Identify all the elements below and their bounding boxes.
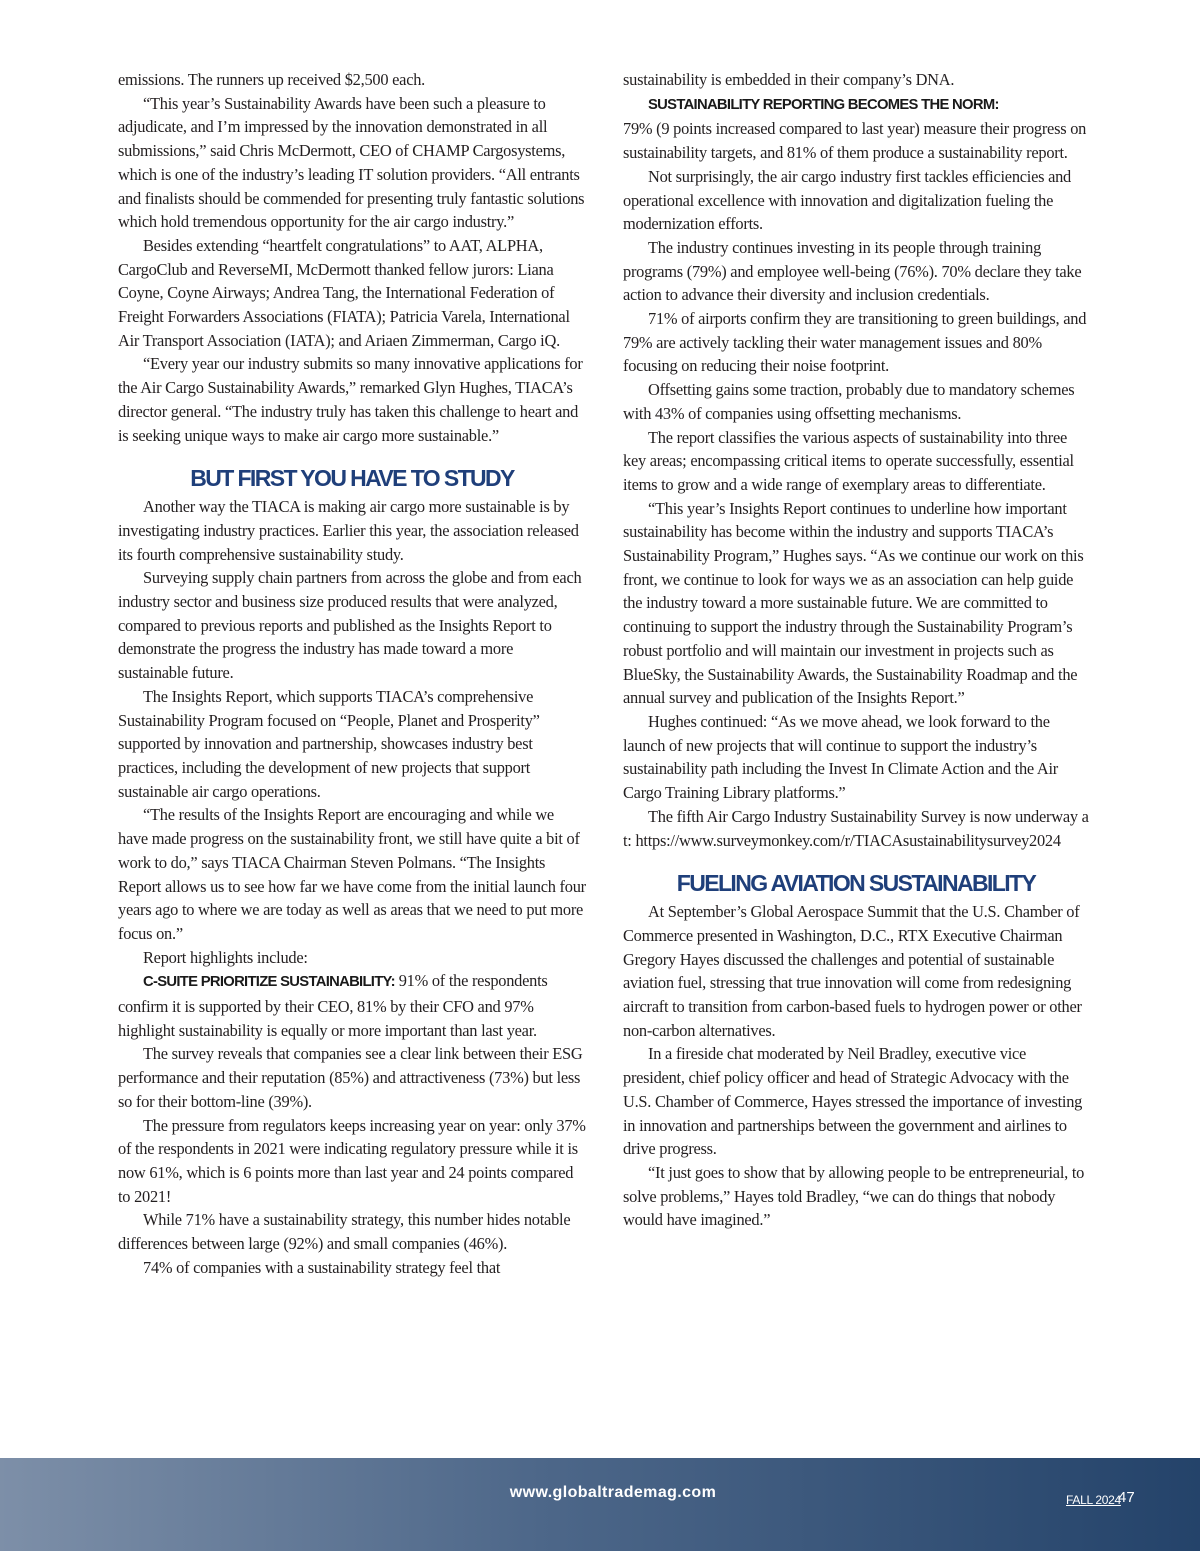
page-footer — [0, 1458, 1200, 1551]
lead-in-reporting: SUSTAINABILITY REPORTING BECOMES THE NORM: — [648, 96, 999, 113]
paragraph: “This year’s Sustainability Awards have been such a pleasure to adjudicate, and I’m impressed by the innovation demonstrated in all submissions,” said Chris McDermott, CEO of CHAMP Cargosystems, which is one of the industry’s leading IT solution providers. “All entrants and finalists should be commended for presenting truly fantastic solutions which hold tremendous opportunity for the air cargo industry.” — [118, 93, 585, 232]
right-column — [623, 68, 1089, 1232]
lead-in-reporting-line — [623, 92, 1089, 118]
paragraph: 74% of companies with a sustainability strategy feel that — [143, 1257, 501, 1277]
highlight-paragraph — [118, 969, 586, 1042]
lead-in-c-suite: C-SUITE PRIORITIZE SUSTAINABILITY: — [143, 974, 395, 991]
paragraph: Offsetting gains some traction, probably due to mandatory schemes with 43% of companies using offsetting mechanisms. — [623, 380, 1075, 423]
paragraph: Besides extending “heartfelt congratulations” to AAT, ALPHA, CargoClub and ReverseMI, McDermott thanked fellow jurors: Liana Coyne, Coyne Airways; Andrea Tang, the International Federation of Freight Forwarders Associations (FIATA); Patricia Varela, International Air Transport Association (IATA); and Ariaen Zimmerman, Cargo iQ. — [118, 235, 570, 350]
paragraph: The pressure from regulators keeps increasing year on year: only 37% of the respondents in 2021 were indicating regulatory pressure while it is now 61%, which is 6 points more than last year and 24 points compared to 2021! — [118, 1115, 586, 1206]
paragraph: Not surprisingly, the air cargo industry first tackles efficiencies and operational excellence with innovation and digitalization fueling the modernization efforts. — [623, 166, 1072, 234]
left-column — [118, 68, 586, 1279]
paragraph: emissions. The runners up received $2,500 each. — [118, 70, 426, 89]
paragraph: Hughes continued: “As we move ahead, we look forward to the launch of new projects that will continue to support the industry’s sustainability path including the Invest In Climate Action and the Air Cargo Training Library platforms.” — [623, 711, 1058, 803]
paragraph: At September’s Global Aerospace Summit that the U.S. Chamber of Commerce presented in Washington, D.C., RTX Executive Chairman Gregory Hayes discussed the challenges and potential of sustainable aviation fuel, stressing that true innovation will come from redesigning aircraft to transition from carbon-based fuels to hydrogen power or other non-carbon alternatives. — [623, 902, 1082, 1040]
paragraph: “It just goes to show that by allowing people to be entrepreneurial, to solve problems,” Hayes told Bradley, “we can do things that nobody would have imagined.” — [623, 1162, 1085, 1230]
paragraph: The industry continues investing in its people through training programs (79%) and employee well-being (76%). 70% declare they take action to advance their diversity and inclusion credentials. — [623, 237, 1082, 305]
website-link[interactable]: www.globaltrademag.com — [509, 1484, 717, 1501]
page-number: 47 — [1118, 1489, 1135, 1506]
paragraph: 79% (9 points increased compared to last year) measure their progress on sustainability targets, and 81% of them produce a sustainability report. — [623, 119, 1087, 163]
paragraph: “The results of the Insights Report are encouraging and while we have made progress on the sustainability front, we still have quite a bit of work to do,” says TIACA Chairman Steven Polmans. “The Insights Report allows us to see how far we have come from the initial launch four years ago to where we are today as well as areas that we need to put more focus on.” — [118, 805, 586, 943]
section-heading-fueling: FUELING AVIATION SUSTAINABILITY — [676, 870, 1036, 897]
paragraph: 71% of airports confirm they are transitioning to green buildings, and 79% are actively tackling their water management issues and 80% focusing on reducing their noise footprint. — [623, 309, 1087, 376]
paragraph: Another way the TIACA is making air cargo more sustainable is by investigating industry practices. Earlier this year, the association released its fourth comprehensive sustainability study. — [118, 497, 579, 564]
paragraph: While 71% have a sustainability strategy, this number hides notable differences between large (92%) and small companies (46%). — [118, 1210, 571, 1254]
paragraph: The report classifies the various aspects of sustainability into three key areas; encompassing critical items to operate successfully, essential items to grow and a wide range of exemplary areas to differentiate. — [623, 427, 1074, 494]
paragraph: The survey reveals that companies see a clear link between their ESG performance and their reputation (85%) and attractiveness (73%) but less so for their bottom-line (39%). — [118, 1044, 583, 1111]
issue-label: FALL 2024 — [1066, 1493, 1121, 1507]
lead-in-body: 91% of the respondents confirm it is supported by their CEO, 81% by their CFO and 97% highlight sustainability is equally or more important than last year. — [118, 971, 548, 1040]
paragraph: Report highlights include: — [143, 947, 308, 967]
paragraph: In a fireside chat moderated by Neil Bradley, executive vice president, chief policy officer and head of Strategic Advocacy with the U.S. Chamber of Commerce, Hayes stressed the importance of investing in innovation and partnerships between the government and airlines to drive progress. — [623, 1044, 1083, 1159]
paragraph: The Insights Report, which supports TIACA’s comprehensive Sustainability Program focused on “People, Planet and Prosperity” supported by innovation and partnership, showcases industry best practices, including the development of new projects that support sustainable air cargo operations. — [118, 686, 540, 801]
paragraph: sustainability is embedded in their company’s DNA. — [623, 70, 955, 89]
paragraph: Surveying supply chain partners from across the globe and from each industry sector and business size produced results that were analyzed, compared to previous reports and published as the Insights Report to demonstrate the progress the industry has made toward a more sustainable future. — [118, 568, 582, 683]
paragraph: “This year’s Insights Report continues to underline how important sustainability has become within the industry and supports TIACA’s Sustainability Program,” Hughes says. “As we continue our work on this front, we continue to look for ways we as an association can help guide the industry toward a more sustainable future. We are committed to continuing to support the industry through the Sustainability Program’s robust portfolio and will maintain our investment in projects such as BlueSky, the Sustainability Awards, the Sustainability Roadmap and the annual survey and publication of the Insights Report.” — [623, 498, 1084, 708]
paragraph: “Every year our industry submits so many innovative applications for the Air Cargo Sustainability Awards,” remarked Glyn Hughes, TIACA’s director general. “The industry truly has taken this challenge to heart and is seeking unique ways to make air cargo more sustainable.” — [118, 354, 583, 445]
section-heading-study: BUT FIRST YOU HAVE TO STUDY — [190, 465, 514, 492]
survey-link-paragraph: The fifth Air Cargo Industry Sustainability Survey is now underway at: https://www.surveymonkey.com/r/TIACAsustainabilitysurvey2024 — [623, 806, 1089, 850]
